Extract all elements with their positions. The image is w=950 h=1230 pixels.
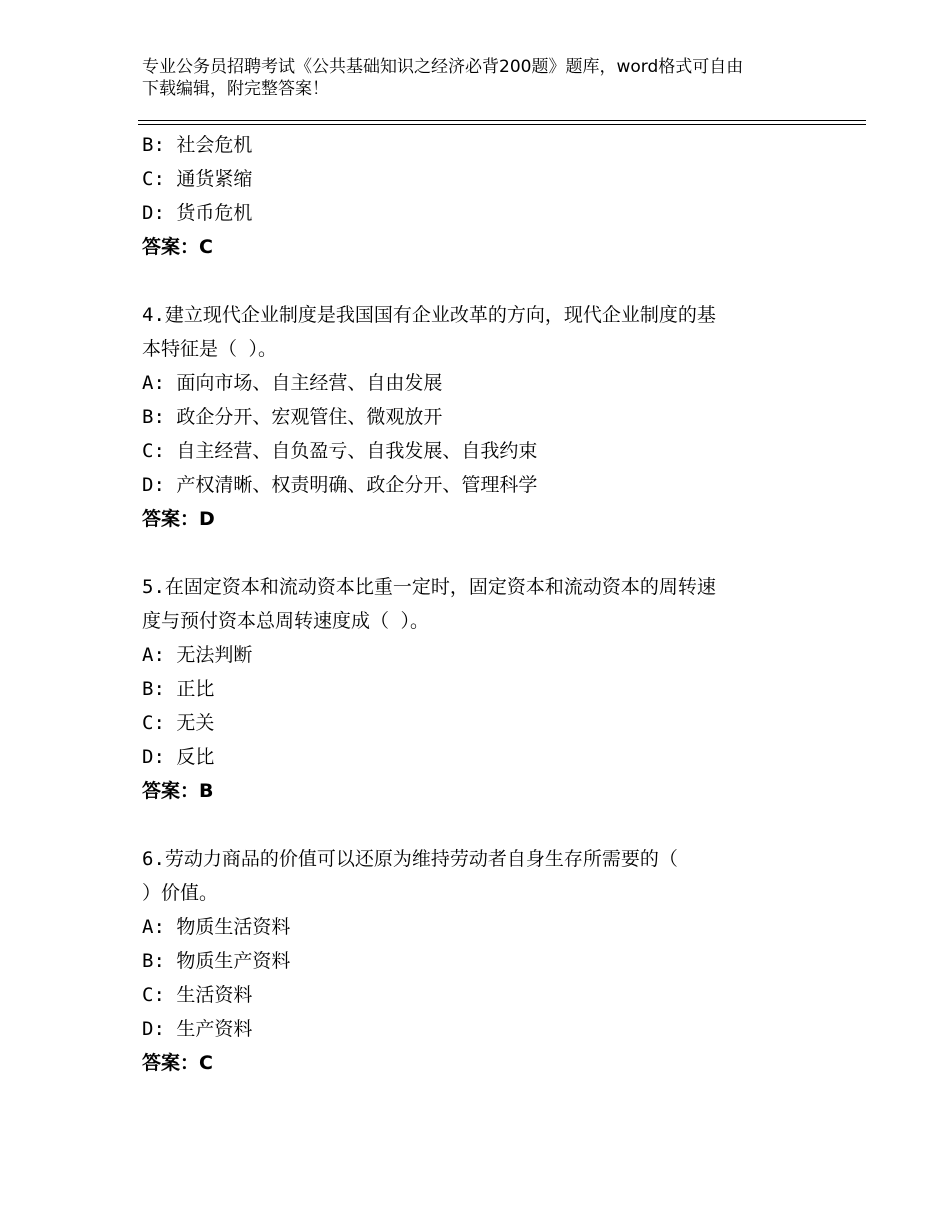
option-b: B: 物质生产资料 (142, 950, 291, 972)
question-block (142, 570, 822, 808)
option-c: C: 无关 (142, 712, 215, 734)
spacer (142, 536, 822, 570)
question-text: 4.建立现代企业制度是我国国有企业改革的方向，现代企业制度的基 (142, 304, 716, 326)
option-d: D: 货币危机 (142, 202, 253, 224)
option-c: C: 生活资料 (142, 984, 253, 1006)
question-text: 5.在固定资本和流动资本比重一定时，固定资本和流动资本的周转速 (142, 576, 716, 598)
question-list (142, 128, 822, 1080)
answer-label: 答案：B (142, 780, 214, 802)
question-text: ）价值。 (142, 882, 219, 904)
header-rule-top (138, 120, 866, 121)
option-a: A: 面向市场、自主经营、自由发展 (142, 372, 443, 394)
question-text: 度与预付资本总周转速度成（ ）。 (142, 610, 429, 632)
question-text: 6.劳动力商品的价值可以还原为维持劳动者自身生存所需要的（ (142, 848, 678, 870)
answer-label: 答案：C (142, 236, 213, 258)
option-d: D: 生产资料 (142, 1018, 253, 1040)
spacer (142, 264, 822, 298)
spacer (142, 808, 822, 842)
question-block (142, 842, 822, 1080)
option-c: C: 通货紧缩 (142, 168, 253, 190)
header-line-2: 下载编辑，附完整答案！ (142, 79, 329, 99)
header-rule-bottom (138, 124, 866, 125)
option-a: A: 无法判断 (142, 644, 253, 666)
answer-label: 答案：C (142, 1052, 213, 1074)
header-line-1: 专业公务员招聘考试《公共基础知识之经济必背200题》题库，word格式可自由 (142, 57, 744, 77)
question-block (142, 128, 822, 264)
question-block (142, 298, 822, 536)
option-b: B: 正比 (142, 678, 215, 700)
option-d: D: 产权清晰、权责明确、政企分开、管理科学 (142, 474, 538, 496)
option-c: C: 自主经营、自负盈亏、自我发展、自我约束 (142, 440, 538, 462)
question-text: 本特征是（ ）。 (142, 338, 277, 360)
option-b: B: 政企分开、宏观管住、微观放开 (142, 406, 443, 428)
document-header (142, 56, 822, 100)
option-d: D: 反比 (142, 746, 215, 768)
option-a: A: 物质生活资料 (142, 916, 291, 938)
answer-label: 答案：D (142, 508, 215, 530)
option-b: B: 社会危机 (142, 134, 253, 156)
